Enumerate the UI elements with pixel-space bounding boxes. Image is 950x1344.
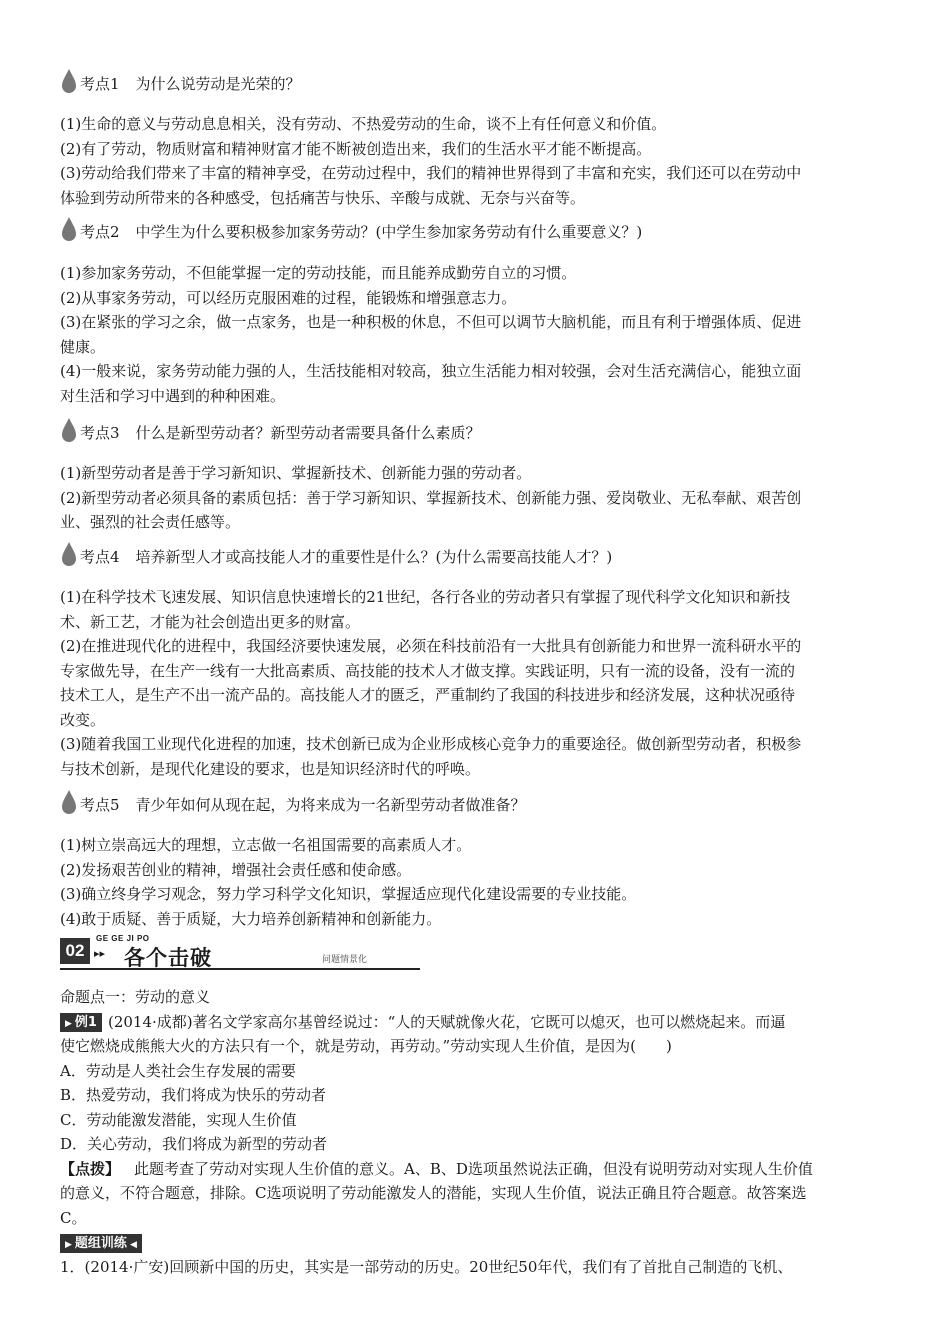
body-line: (1)新型劳动者是善于学习新知识、掌握新技术、创新能力强的劳动者。 <box>60 464 532 482</box>
section-question: 青少年如何从现在起，为将来成为一名新型劳动者做准备？ <box>135 796 526 814</box>
example-tag <box>60 1013 102 1032</box>
body-line: (3)在紧张的学习之余，做一点家务，也是一种积极的休息，不但可以调节大脑机能，而且有利于增强体质、促进 <box>60 313 802 331</box>
body-line: (2)新型劳动者必须具备的素质包括：善于学习新知识、掌握新技术、创新能力强、爱岗敬业、无私奉献、艰苦创 <box>60 488 802 507</box>
dianbo-line <box>60 1157 892 1182</box>
section-body-5 <box>60 833 892 931</box>
option-c: C．劳动能激发潜能，实现人生价值 <box>60 1110 297 1129</box>
section-body-2 <box>60 261 892 408</box>
mingti-line: 命题点一：劳动的意义 <box>60 988 211 1006</box>
example-text: (2014·成都)著名文学家高尔基曾经说过：“人的天赋就像火花，它既可以熄灭，也可以燃烧起来。而逼 <box>107 1012 786 1031</box>
section-heading-3 <box>60 417 481 443</box>
section-label: 考点1 <box>80 75 120 93</box>
back-triangle-icon: ◀ <box>129 1239 137 1250</box>
section-question: 培养新型人才或高技能人才的重要性是什么？(为什么需要高技能人才？) <box>135 548 613 566</box>
body-line: 专家做先导，在生产一线有一大批高素质、高技能的技术人才做支撑。实践证明，只有一流的设备，没有一流的 <box>60 661 796 680</box>
section-label: 考点5 <box>80 796 120 814</box>
section-body-1 <box>60 112 892 210</box>
body-line: 技术工人，是生产不出一流产品的。高技能人才的匮乏，严重制约了我国的科技进步和经济发展，这种状况亟待 <box>60 686 796 704</box>
section-banner <box>60 934 420 970</box>
water-drop-icon <box>60 216 78 242</box>
water-drop-icon <box>60 68 78 94</box>
dianbo-line: 的意义，不符合题意，排除。C选项说明了劳动能激发人的潜能，实现人生价值，说法正确且符合题意。故答案选 <box>60 1184 807 1202</box>
training-tag <box>60 1234 142 1253</box>
option-d: D．关心劳动，我们将成为新型的劳动者 <box>60 1135 328 1153</box>
option-a: A．劳动是人类社会生存发展的需要 <box>60 1061 296 1080</box>
play-triangle-icon: ▶ <box>65 1239 72 1250</box>
section-heading-2 <box>60 216 642 242</box>
section-question: 什么是新型劳动者？新型劳动者需要具备什么素质？ <box>135 424 481 442</box>
body-line: 业、强烈的社会责任感等。 <box>60 513 241 531</box>
body-line: (4)敢于质疑、善于质疑，大力培养创新精神和创新能力。 <box>60 909 442 928</box>
section-label: 考点2 <box>80 223 120 241</box>
body-line: 对生活和学习中遇到的种种困难。 <box>60 386 286 405</box>
body-line: (2)从事家务劳动，可以经历克服困难的过程，能锻炼和增强意志力。 <box>60 288 517 307</box>
example-line: 使它燃烧成熊熊大火的方法只有一个，就是劳动，再劳动。”劳动实现人生价值，是因为( ) <box>60 1037 672 1055</box>
body-line: (3)确立终身学习观念，努力学习科学文化知识，掌握适应现代化建设需要的专业技能。 <box>60 885 637 903</box>
section-label: 考点4 <box>80 548 120 566</box>
water-drop-icon <box>60 417 78 443</box>
double-arrow-icon: ▸▸ <box>94 947 106 960</box>
body-line: (3)随着我国工业现代化进程的加速，技术创新已成为企业形成核心竞争力的重要途径。做创新型劳动者，积极参 <box>60 735 802 753</box>
play-triangle-icon: ▶ <box>65 1019 72 1029</box>
banner-number: 02 <box>60 938 90 964</box>
section-question: 为什么说劳动是光荣的？ <box>135 75 301 93</box>
banner-title: 各个击破 <box>124 946 212 970</box>
body-line: (1)参加家务劳动，不但能掌握一定的劳动技能，而且能养成勤劳自立的习惯。 <box>60 264 577 282</box>
dianbo-line: C。 <box>60 1208 87 1227</box>
body-line: (4)一般来说，家务劳动能力强的人，生活技能相对较高，独立生活能力相对较强，会对生活充满信心，能独立面 <box>60 362 802 380</box>
body-line: 术、新工艺，才能为社会创造出更多的财富。 <box>60 612 361 631</box>
example-tag-label: 例1 <box>74 1015 97 1030</box>
body-line: (3)劳动给我们带来了丰富的精神享受，在劳动过程中，我们的精神世界得到了丰富和充实，我们还可以在劳动中 <box>60 164 802 182</box>
section-question: 中学生为什么要积极参加家务劳动？(中学生参加家务劳动有什么重要意义？) <box>135 223 643 241</box>
body-line: 体验到劳动所带来的各种感受，包括痛苦与快乐、辛酸与成就、无奈与兴奋等。 <box>60 188 586 207</box>
option-b: B．热爱劳动，我们将成为快乐的劳动者 <box>60 1086 327 1104</box>
body-line: 改变。 <box>60 710 106 729</box>
body-line: (2)发扬艰苦创业的精神，增强社会责任感和使命感。 <box>60 860 412 879</box>
water-drop-icon <box>60 789 78 815</box>
example-line <box>60 1010 892 1035</box>
section-label: 考点3 <box>80 424 120 442</box>
section-body-4 <box>60 585 892 781</box>
banner-pinyin: GE GE JI PO <box>96 934 150 943</box>
section-heading-1 <box>60 68 301 94</box>
section-body-3 <box>60 461 892 535</box>
example-block <box>60 985 892 1279</box>
banner-subtitle: 问题情景化 <box>322 955 368 965</box>
body-line: (2)有了劳动，物质财富和精神财富才能不断被创造出来，我们的生活水平才能不断提高。 <box>60 139 652 158</box>
training-line <box>60 1230 892 1255</box>
body-line: (1)生命的意义与劳动息息相关，没有劳动、不热爱劳动的生命，谈不上有任何意义和价值。 <box>60 115 667 133</box>
dianbo-text: 此题考查了劳动对实现人生价值的意义。A、B、D选项虽然说法正确，但没有说明劳动对实现人生价值 <box>134 1159 813 1178</box>
body-line: (1)在科学技术飞速发展、知识信息快速增长的21世纪，各行各业的劳动者只有掌握了现代科学文化知识和新技 <box>60 588 791 606</box>
section-heading-5 <box>60 789 526 815</box>
question-line: 1．(2014·广安)回顾新中国的历史，其实是一部劳动的历史。20世纪50年代，我们有了首批自己制造的飞机、 <box>60 1257 793 1276</box>
training-tag-label: 题组训练 <box>74 1235 127 1251</box>
body-line: 与技术创新，是现代化建设的要求，也是知识经济时代的呼唤。 <box>60 759 481 778</box>
body-line: (1)树立崇高远大的理想，立志做一名祖国需要的高素质人才。 <box>60 836 472 854</box>
section-heading-4 <box>60 541 612 567</box>
water-drop-icon <box>60 541 78 567</box>
dianbo-label: 【点拨】 <box>60 1159 121 1178</box>
body-line: 健康。 <box>60 337 106 356</box>
body-line: (2)在推进现代化的进程中，我国经济要快速发展，必须在科技前沿有一大批具有创新能力和世界一流科研水平的 <box>60 637 802 655</box>
